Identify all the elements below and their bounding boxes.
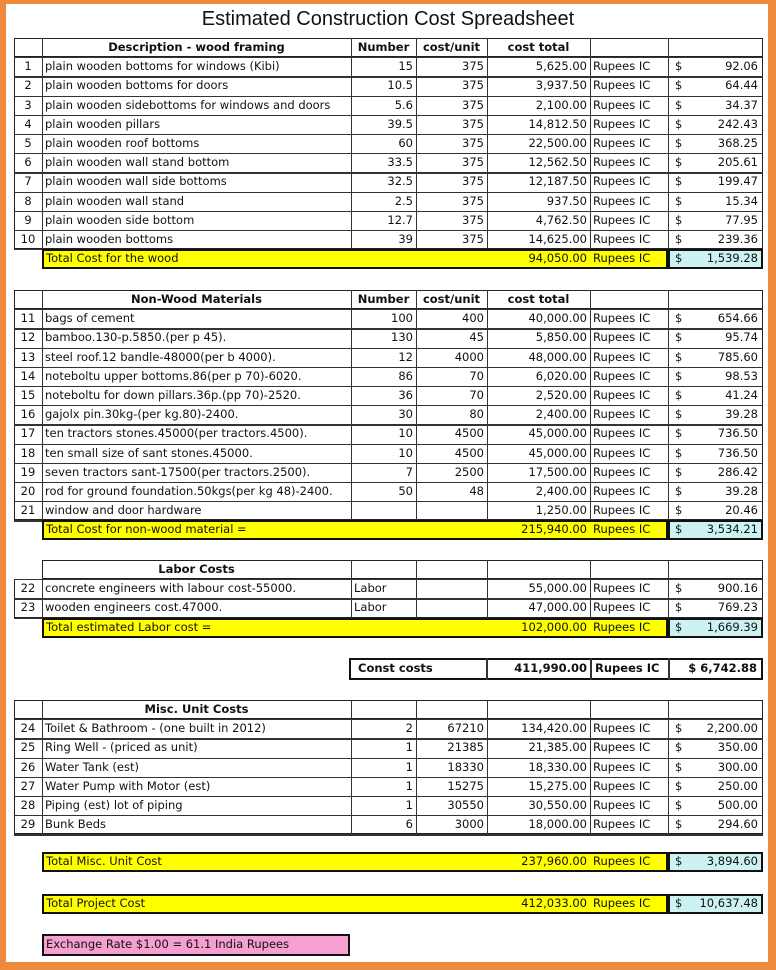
item-cost-total[interactable]: 22,500.00 bbox=[528, 136, 587, 150]
item-cost-unit[interactable]: 21385 bbox=[447, 740, 484, 755]
item-description[interactable]: plain wooden wall stand bottom bbox=[45, 155, 230, 170]
item-cost-total[interactable]: 45,000.00 bbox=[528, 426, 587, 441]
row-number: 28 bbox=[20, 798, 36, 812]
item-cost-total[interactable]: 14,812.50 bbox=[528, 116, 587, 131]
item-cost-total[interactable]: 2,400.00 bbox=[535, 407, 587, 422]
item-cost-unit[interactable]: 375 bbox=[462, 193, 484, 208]
item-cost-unit[interactable]: 45 bbox=[469, 330, 484, 345]
item-number[interactable]: Labor bbox=[354, 581, 387, 596]
item-number[interactable]: 86 bbox=[398, 368, 413, 383]
item-usd[interactable]: 77.95 bbox=[725, 212, 758, 227]
row-number: 5 bbox=[24, 136, 32, 150]
dollar-sign: $ bbox=[675, 581, 683, 596]
item-cost-unit[interactable]: 15275 bbox=[447, 778, 484, 793]
item-cost-unit[interactable]: 375 bbox=[462, 232, 484, 246]
col-divider bbox=[668, 290, 669, 309]
section-header: Labor Costs bbox=[158, 562, 235, 576]
item-number[interactable]: 15 bbox=[398, 59, 413, 74]
col-divider bbox=[487, 560, 488, 579]
dollar-sign: $ bbox=[675, 759, 683, 774]
dollar-sign: $ bbox=[675, 896, 683, 910]
col-divider bbox=[668, 309, 669, 520]
dollar-sign: $ bbox=[675, 721, 683, 736]
item-description[interactable]: rod for ground foundation.50kgs(per kg 48)-2400. bbox=[45, 484, 333, 498]
row-number: 1 bbox=[24, 59, 32, 74]
item-cost-total[interactable]: 45,000.00 bbox=[528, 445, 587, 460]
nonwood-total-rupees: 215,940.00 bbox=[521, 522, 587, 537]
item-cost-total[interactable]: 12,562.50 bbox=[528, 155, 587, 170]
item-number[interactable]: 130 bbox=[391, 330, 413, 345]
item-usd[interactable]: 785.60 bbox=[717, 349, 758, 364]
row-number: 17 bbox=[20, 426, 36, 441]
item-usd[interactable]: 654.66 bbox=[717, 311, 758, 326]
dollar-sign: $ bbox=[675, 349, 683, 364]
labor-total-usd: 1,669.39 bbox=[706, 619, 758, 634]
item-description[interactable]: bags of cement bbox=[45, 311, 135, 326]
row-number: 4 bbox=[24, 116, 32, 131]
item-description[interactable]: noteboltu upper bottoms.86(per p 70)-6020. bbox=[45, 368, 302, 383]
item-number[interactable]: 50 bbox=[398, 484, 413, 498]
item-cost-total[interactable]: 6,020.00 bbox=[535, 368, 587, 383]
item-usd[interactable]: 2,200.00 bbox=[706, 721, 758, 736]
item-number[interactable]: 1 bbox=[405, 778, 413, 793]
item-description[interactable]: wooden engineers cost.47000. bbox=[45, 600, 223, 615]
wood-total-usd: 1,539.28 bbox=[706, 251, 758, 266]
dollar-sign: $ bbox=[675, 740, 683, 755]
item-usd[interactable]: 205.61 bbox=[717, 155, 758, 170]
item-description[interactable]: Bunk Beds bbox=[45, 817, 107, 832]
item-number[interactable] bbox=[351, 502, 416, 521]
item-cost-total[interactable]: 2,400.00 bbox=[535, 484, 587, 498]
item-cost-unit[interactable]: 70 bbox=[469, 388, 484, 402]
section-header: Description - wood framing bbox=[108, 40, 285, 54]
item-description[interactable]: Water Tank (est) bbox=[45, 759, 139, 774]
item-cost-total[interactable]: 2,100.00 bbox=[535, 97, 587, 112]
item-description[interactable]: Water Pump with Motor (est) bbox=[45, 778, 211, 793]
item-number[interactable]: Labor bbox=[354, 600, 387, 615]
item-cost-total[interactable]: 12,187.50 bbox=[528, 174, 587, 189]
misc-total-label: Total Misc. Unit Cost bbox=[46, 854, 162, 868]
item-cost-total[interactable]: 15,275.00 bbox=[528, 778, 587, 793]
item-number[interactable]: 32.5 bbox=[387, 174, 413, 189]
item-usd[interactable]: 250.00 bbox=[717, 778, 758, 793]
row-number: 21 bbox=[20, 503, 36, 518]
item-cost-total[interactable]: 55,000.00 bbox=[528, 581, 587, 596]
item-cost-total[interactable]: 14,625.00 bbox=[528, 232, 587, 246]
item-currency: Rupees IC bbox=[593, 349, 651, 364]
row-number: 20 bbox=[20, 484, 36, 498]
item-cost-unit[interactable]: 375 bbox=[462, 116, 484, 131]
exchange-rate-label: Exchange Rate $1.00 = 61.1 India Rupees bbox=[46, 937, 290, 951]
item-currency: Rupees IC bbox=[593, 798, 651, 812]
item-cost-total[interactable]: 937.50 bbox=[546, 193, 587, 208]
item-description[interactable]: plain wooden pillars bbox=[45, 116, 161, 131]
labor-total-rupees: 102,000.00 bbox=[521, 619, 587, 634]
nonwood-total-currency: Rupees IC bbox=[593, 522, 651, 537]
row-number: 22 bbox=[20, 581, 36, 596]
item-currency: Rupees IC bbox=[593, 778, 651, 793]
item-currency: Rupees IC bbox=[593, 759, 651, 774]
item-usd[interactable]: 242.43 bbox=[717, 116, 758, 131]
item-description[interactable]: ten tractors stones.45000(per tractors.4500). bbox=[45, 426, 308, 441]
col-header-number: Number bbox=[357, 292, 410, 306]
col-divider bbox=[590, 700, 591, 719]
dollar-sign: $ bbox=[675, 464, 683, 479]
row-number: 13 bbox=[20, 349, 36, 364]
item-cost-total[interactable]: 134,420.00 bbox=[521, 721, 587, 736]
item-number[interactable]: 10 bbox=[398, 426, 413, 441]
dollar-sign: $ bbox=[675, 854, 683, 868]
item-cost-unit[interactable]: 375 bbox=[462, 59, 484, 74]
item-cost-unit[interactable]: 48 bbox=[469, 484, 484, 498]
item-currency: Rupees IC bbox=[593, 311, 651, 326]
nonwood-total-usd: 3,534.21 bbox=[706, 522, 758, 537]
item-cost-total[interactable]: 17,500.00 bbox=[528, 464, 587, 479]
dollar-sign: $ bbox=[675, 78, 683, 93]
project-total-rupees: 412,033.00 bbox=[521, 896, 587, 910]
dollar-sign: $ bbox=[675, 174, 683, 189]
col-divider bbox=[487, 700, 488, 719]
item-description[interactable]: plain wooden side bottom bbox=[45, 212, 195, 227]
item-usd[interactable]: 239.36 bbox=[717, 232, 758, 246]
item-number[interactable]: 10.5 bbox=[387, 78, 413, 93]
item-description[interactable]: concrete engineers with labour cost-55000. bbox=[45, 581, 296, 596]
row-number: 19 bbox=[20, 464, 36, 479]
col-header-cost-total: cost total bbox=[507, 40, 570, 54]
col-divider bbox=[668, 700, 669, 719]
item-usd[interactable]: 41.24 bbox=[725, 388, 758, 402]
item-cost-unit[interactable]: 80 bbox=[469, 407, 484, 422]
item-description[interactable]: plain wooden wall stand bbox=[45, 193, 185, 208]
item-cost-unit[interactable] bbox=[416, 502, 487, 521]
item-cost-unit[interactable]: 2500 bbox=[454, 464, 484, 479]
item-description[interactable]: gajolx pin.30kg-(per kg.80)-2400. bbox=[45, 407, 239, 422]
dollar-sign: $ bbox=[675, 330, 683, 345]
item-currency: Rupees IC bbox=[593, 503, 651, 518]
row-number: 15 bbox=[20, 388, 36, 402]
row-number: 27 bbox=[20, 778, 36, 793]
row-number: 2 bbox=[24, 78, 32, 93]
row-number: 18 bbox=[20, 445, 36, 460]
item-number[interactable]: 7 bbox=[405, 464, 413, 479]
project-total-usd: 10,637.48 bbox=[699, 896, 758, 910]
dollar-sign: $ bbox=[675, 778, 683, 793]
item-number[interactable]: 5.6 bbox=[394, 97, 413, 112]
item-cost-unit[interactable] bbox=[416, 580, 487, 599]
item-currency: Rupees IC bbox=[593, 212, 651, 227]
item-usd[interactable]: 39.28 bbox=[725, 484, 758, 498]
col-header-cost-unit: cost/unit bbox=[422, 40, 481, 54]
dollar-sign: $ bbox=[675, 407, 683, 422]
row-number: 10 bbox=[20, 232, 36, 246]
wood-total-label: Total Cost for the wood bbox=[46, 251, 179, 266]
labor-total-currency: Rupees IC bbox=[593, 619, 651, 634]
item-cost-unit[interactable]: 67210 bbox=[447, 721, 484, 736]
item-cost-unit[interactable]: 70 bbox=[469, 368, 484, 383]
item-number[interactable]: 1 bbox=[405, 759, 413, 774]
item-number[interactable]: 10 bbox=[398, 445, 413, 460]
item-number[interactable]: 33.5 bbox=[387, 155, 413, 170]
row-number: 23 bbox=[20, 600, 36, 615]
dollar-sign: $ bbox=[675, 484, 683, 498]
dollar-sign: $ bbox=[675, 251, 683, 266]
item-usd[interactable]: 20.46 bbox=[725, 503, 758, 518]
col-divider bbox=[668, 579, 669, 617]
item-usd[interactable]: 98.53 bbox=[725, 368, 758, 383]
item-number[interactable]: 2 bbox=[405, 721, 413, 736]
row-number: 25 bbox=[20, 740, 36, 755]
item-usd[interactable]: 34.37 bbox=[725, 97, 758, 112]
item-number[interactable]: 30 bbox=[398, 407, 413, 422]
item-cost-unit[interactable]: 375 bbox=[462, 174, 484, 189]
row-number: 29 bbox=[20, 817, 36, 832]
item-description[interactable]: window and door hardware bbox=[45, 503, 202, 518]
item-usd[interactable]: 95.74 bbox=[725, 330, 758, 345]
item-currency: Rupees IC bbox=[593, 721, 651, 736]
item-cost-total[interactable]: 5,625.00 bbox=[535, 59, 587, 74]
item-number[interactable]: 39 bbox=[398, 232, 413, 246]
const-costs-currency: Rupees IC bbox=[595, 661, 660, 675]
item-currency: Rupees IC bbox=[593, 155, 651, 170]
item-description[interactable]: steel roof.12 bandle-48000(per b 4000). bbox=[45, 349, 276, 364]
item-description[interactable]: noteboltu for down pillars.36p.(pp 70)-2520. bbox=[45, 388, 301, 402]
col-divider bbox=[668, 38, 669, 57]
dollar-sign: $ bbox=[675, 619, 683, 634]
misc-total-usd: 3,894.60 bbox=[706, 854, 758, 868]
item-number[interactable]: 39.5 bbox=[387, 116, 413, 131]
dollar-sign: $ bbox=[675, 136, 683, 150]
dollar-sign: $ bbox=[675, 368, 683, 383]
dollar-sign: $ bbox=[675, 600, 683, 615]
col-divider bbox=[590, 38, 591, 57]
item-cost-total[interactable]: 1,250.00 bbox=[535, 503, 587, 518]
item-currency: Rupees IC bbox=[593, 174, 651, 189]
item-currency: Rupees IC bbox=[593, 581, 651, 596]
dollar-sign: $ bbox=[675, 522, 683, 537]
item-description[interactable]: Toilet & Bathroom - (one built in 2012) bbox=[45, 721, 266, 736]
item-cost-total[interactable]: 5,850.00 bbox=[535, 330, 587, 345]
wood-total-currency: Rupees IC bbox=[593, 251, 651, 266]
item-cost-total[interactable]: 40,000.00 bbox=[528, 311, 587, 326]
item-cost-unit[interactable]: 375 bbox=[462, 155, 484, 170]
item-number[interactable]: 12.7 bbox=[387, 212, 413, 227]
item-usd[interactable]: 769.23 bbox=[717, 600, 758, 615]
item-description[interactable]: seven tractors sant-17500(per tractors.2500). bbox=[45, 464, 311, 479]
col-header-cost-total: cost total bbox=[507, 292, 570, 306]
col-divider bbox=[351, 560, 352, 579]
item-usd[interactable]: 15.34 bbox=[725, 193, 758, 208]
item-cost-total[interactable]: 2,520.00 bbox=[535, 388, 587, 402]
item-usd[interactable]: 900.16 bbox=[717, 581, 758, 596]
const-costs-usd: $ 6,742.88 bbox=[688, 661, 757, 675]
row-number: 24 bbox=[20, 721, 36, 736]
item-currency: Rupees IC bbox=[593, 330, 651, 345]
dollar-sign: $ bbox=[675, 311, 683, 326]
col-header-number: Number bbox=[357, 40, 410, 54]
item-cost-unit[interactable]: 375 bbox=[462, 78, 484, 93]
item-description[interactable]: plain wooden sidebottoms for windows and doors bbox=[45, 97, 331, 112]
row-number: 7 bbox=[24, 174, 32, 189]
col-divider bbox=[668, 560, 669, 579]
dollar-sign: $ bbox=[675, 445, 683, 460]
dollar-sign: $ bbox=[675, 97, 683, 112]
item-description[interactable]: ten small size of sant stones.45000. bbox=[45, 445, 253, 460]
item-currency: Rupees IC bbox=[593, 59, 651, 74]
item-currency: Rupees IC bbox=[593, 193, 651, 208]
section-header: Misc. Unit Costs bbox=[144, 702, 249, 716]
item-cost-unit[interactable]: 3000 bbox=[454, 817, 484, 832]
row-number: 3 bbox=[24, 97, 32, 112]
item-cost-total[interactable]: 47,000.00 bbox=[528, 600, 587, 615]
item-cost-total[interactable]: 21,385.00 bbox=[528, 740, 587, 755]
item-currency: Rupees IC bbox=[593, 464, 651, 479]
dollar-sign: $ bbox=[675, 59, 683, 74]
dollar-sign: $ bbox=[675, 798, 683, 812]
item-usd[interactable]: 92.06 bbox=[725, 59, 758, 74]
item-usd[interactable]: 736.50 bbox=[717, 426, 758, 441]
dollar-sign: $ bbox=[675, 503, 683, 518]
item-usd[interactable]: 368.25 bbox=[717, 136, 758, 150]
item-number[interactable]: 1 bbox=[405, 740, 413, 755]
const-costs-rupees: 411,990.00 bbox=[514, 661, 587, 675]
item-cost-unit[interactable]: 4000 bbox=[454, 349, 484, 364]
item-currency: Rupees IC bbox=[593, 116, 651, 131]
col-divider bbox=[351, 700, 352, 719]
row-number: 6 bbox=[24, 155, 32, 170]
item-currency: Rupees IC bbox=[593, 97, 651, 112]
col-divider bbox=[590, 560, 591, 579]
item-usd[interactable]: 294.60 bbox=[717, 817, 758, 832]
item-number[interactable]: 6 bbox=[405, 817, 413, 832]
item-number[interactable]: 1 bbox=[405, 798, 413, 812]
dollar-sign: $ bbox=[675, 116, 683, 131]
item-cost-total[interactable]: 18,330.00 bbox=[528, 759, 587, 774]
item-cost-total[interactable]: 3,937.50 bbox=[535, 78, 587, 93]
section-header: Non-Wood Materials bbox=[131, 292, 262, 306]
item-cost-total[interactable]: 18,000.00 bbox=[528, 817, 587, 832]
item-cost-unit[interactable]: 375 bbox=[462, 136, 484, 150]
item-number[interactable]: 60 bbox=[398, 136, 413, 150]
item-usd[interactable]: 199.47 bbox=[717, 174, 758, 189]
col-divider bbox=[416, 700, 417, 719]
item-cost-total[interactable]: 4,762.50 bbox=[535, 212, 587, 227]
labor-total-label: Total estimated Labor cost = bbox=[46, 619, 212, 634]
item-currency: Rupees IC bbox=[593, 368, 651, 383]
item-usd[interactable]: 64.44 bbox=[725, 78, 758, 93]
item-cost-unit[interactable]: 4500 bbox=[454, 426, 484, 441]
item-number[interactable]: 100 bbox=[391, 311, 413, 326]
project-total-currency: Rupees IC bbox=[593, 896, 651, 910]
item-usd[interactable]: 286.42 bbox=[717, 464, 758, 479]
item-cost-unit[interactable]: 400 bbox=[462, 311, 484, 326]
row-number: 16 bbox=[20, 407, 36, 422]
item-currency: Rupees IC bbox=[593, 232, 651, 246]
item-cost-unit[interactable]: 375 bbox=[462, 97, 484, 112]
item-currency: Rupees IC bbox=[593, 600, 651, 615]
item-description[interactable]: Piping (est) lot of piping bbox=[45, 798, 183, 812]
item-description[interactable]: plain wooden wall side bottoms bbox=[45, 174, 227, 189]
dollar-sign: $ bbox=[675, 232, 683, 246]
row-number: 9 bbox=[24, 212, 32, 227]
item-cost-unit[interactable]: 18330 bbox=[447, 759, 484, 774]
item-description[interactable]: plain wooden roof bottoms bbox=[45, 136, 200, 150]
item-cost-unit[interactable]: 30550 bbox=[447, 798, 484, 812]
dollar-sign: $ bbox=[675, 155, 683, 170]
dollar-sign: $ bbox=[675, 193, 683, 208]
item-currency: Rupees IC bbox=[593, 136, 651, 150]
item-usd[interactable]: 350.00 bbox=[717, 740, 758, 755]
item-description[interactable]: plain wooden bottoms bbox=[45, 232, 174, 246]
item-cost-total[interactable]: 48,000.00 bbox=[528, 349, 587, 364]
row-number: 26 bbox=[20, 759, 36, 774]
wood-total-rupees: 94,050.00 bbox=[528, 251, 587, 266]
item-cost-total[interactable]: 30,550.00 bbox=[528, 798, 587, 812]
item-currency: Rupees IC bbox=[593, 426, 651, 441]
row-number: 8 bbox=[24, 193, 32, 208]
misc-total-rupees: 237,960.00 bbox=[521, 854, 587, 868]
col-divider bbox=[668, 57, 669, 249]
item-usd[interactable]: 736.50 bbox=[717, 445, 758, 460]
project-total-label: Total Project Cost bbox=[46, 896, 146, 910]
item-description[interactable]: bamboo.130-p.5850.(per p 45). bbox=[45, 330, 227, 345]
row-number: 12 bbox=[20, 330, 36, 345]
item-currency: Rupees IC bbox=[593, 407, 651, 422]
item-usd[interactable]: 39.28 bbox=[725, 407, 758, 422]
item-currency: Rupees IC bbox=[593, 78, 651, 93]
item-currency: Rupees IC bbox=[593, 484, 651, 498]
row-number: 11 bbox=[20, 311, 36, 326]
row-number: 14 bbox=[20, 368, 36, 383]
dollar-sign: $ bbox=[675, 817, 683, 832]
item-number[interactable]: 2.5 bbox=[394, 193, 413, 208]
item-cost-unit[interactable]: 4500 bbox=[454, 445, 484, 460]
item-cost-unit[interactable] bbox=[416, 599, 487, 618]
item-number[interactable]: 36 bbox=[398, 388, 413, 402]
item-description[interactable]: plain wooden bottoms for doors bbox=[45, 78, 229, 93]
dollar-sign: $ bbox=[675, 212, 683, 227]
item-number[interactable]: 12 bbox=[398, 349, 413, 364]
item-currency: Rupees IC bbox=[593, 817, 651, 832]
item-cost-unit[interactable]: 375 bbox=[462, 212, 484, 227]
nonwood-total-label: Total Cost for non-wood material = bbox=[46, 522, 247, 537]
dollar-sign: $ bbox=[675, 388, 683, 402]
col-divider bbox=[416, 560, 417, 579]
col-divider bbox=[590, 290, 591, 309]
misc-total-currency: Rupees IC bbox=[593, 854, 651, 868]
item-currency: Rupees IC bbox=[593, 740, 651, 755]
item-usd[interactable]: 300.00 bbox=[717, 759, 758, 774]
item-currency: Rupees IC bbox=[593, 445, 651, 460]
col-header-cost-unit: cost/unit bbox=[422, 292, 481, 306]
item-description[interactable]: plain wooden bottoms for windows (Kibi) bbox=[45, 59, 280, 74]
item-description[interactable]: Ring Well - (priced as unit) bbox=[45, 740, 198, 755]
page-title: Estimated Construction Cost Spreadsheet bbox=[201, 8, 575, 30]
col-divider bbox=[668, 719, 669, 834]
item-usd[interactable]: 500.00 bbox=[717, 798, 758, 812]
item-currency: Rupees IC bbox=[593, 388, 651, 402]
dollar-sign: $ bbox=[675, 426, 683, 441]
const-costs-label: Const costs bbox=[358, 661, 433, 675]
